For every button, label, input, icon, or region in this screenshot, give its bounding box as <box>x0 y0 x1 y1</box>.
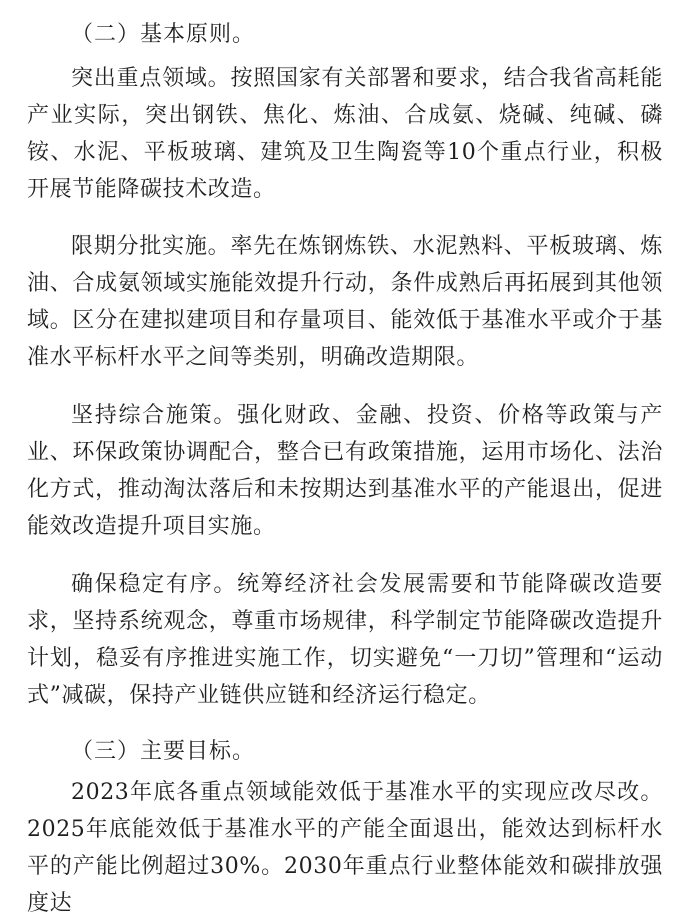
paragraph-key-areas <box>27 60 663 208</box>
paragraph-lead: 坚持综合施策。 <box>71 403 238 428</box>
paragraph-lead: 限期分批实施。 <box>71 234 231 259</box>
paragraph-lead: 突出重点领域。 <box>71 66 231 91</box>
paragraph-body: 按照国家有关部署和要求，结合我省高耗能产业实际，突出钢铁、焦化、炼油、合成氨、烧碱、纯碱、磷铵、水泥、平板玻璃、建筑及卫生陶瓷等10个重点行业，积极开展节能降碳技术改造。 <box>27 66 664 202</box>
section-heading-principles: （二）基本原则。 <box>71 22 256 47</box>
paragraph-phased-implementation <box>27 228 663 376</box>
paragraph-body: 率先在炼钢炼铁、水泥熟料、平板玻璃、炼油、合成氨领域实施能效提升行动，条件成熟后再拓展到其他领域。区分在建拟建项目和存量项目、能效低于基准水平或介于基准水平标杆水平之间等类别，明确改造期限。 <box>27 234 664 370</box>
paragraph-lead: 确保稳定有序。 <box>71 572 238 597</box>
paragraph-comprehensive-measures <box>27 397 663 545</box>
paragraph-stable-orderly <box>27 566 663 714</box>
section-heading-targets: （三）主要目标。 <box>71 739 256 764</box>
paragraph-body: 强化财政、金融、投资、价格等政策与产业、环保政策协调配合，整合已有政策措施，运用市场化、法治化方式，推动淘汰落后和未按期达到基准水平的产能退出，促进能效改造提升项目实施。 <box>27 403 663 539</box>
paragraph-body: 统筹经济社会发展需要和节能降碳改造要求，坚持系统观念，尊重市场规律，科学制定节能降碳改造提升计划，稳妥有序推进实施工作，切实避免“一刀切”管理和“运动式”减碳，保持产业链供应链和经济运行稳定。 <box>27 572 663 708</box>
paragraph-main-targets: 2023年底各重点领域能效低于基准水平的实现应改尽改。2025年底能效低于基准水平的产能全面退出，能效达到标杆水平的产能比例超过30%。2030年重点行业整体能效和碳排放强度达 <box>27 780 663 916</box>
